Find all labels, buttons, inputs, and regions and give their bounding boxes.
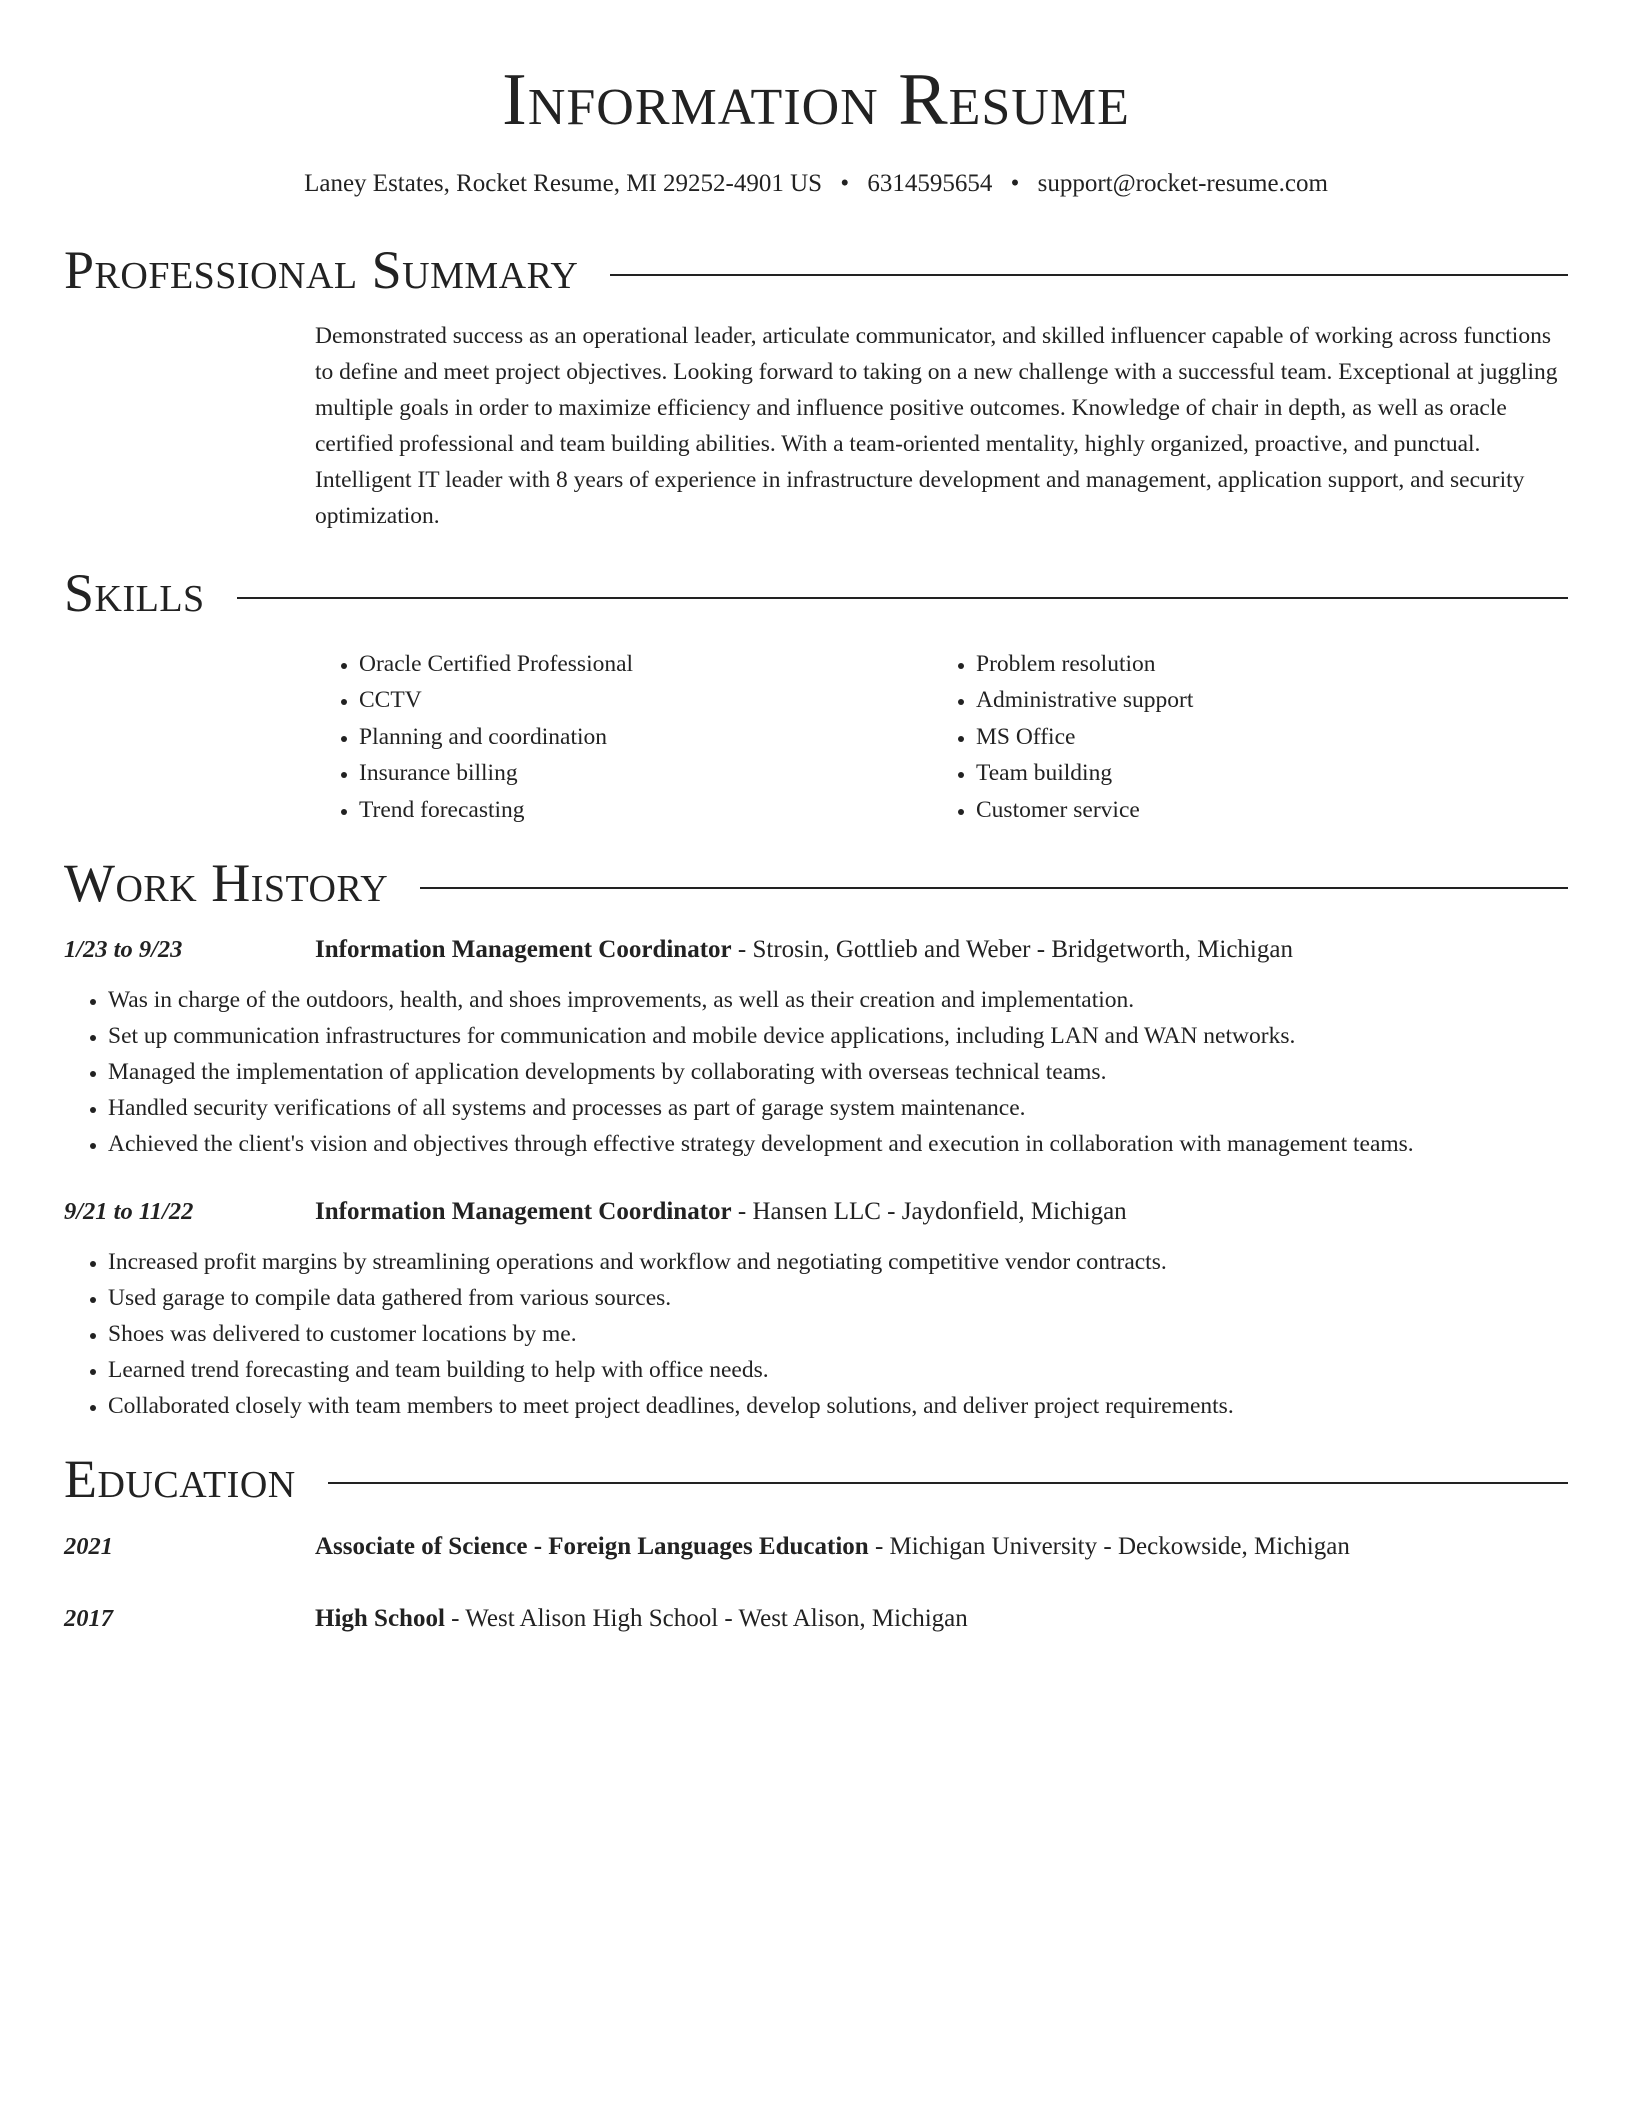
education-title-line [315, 1601, 968, 1637]
job-bullet: • Was in charge of the outdoors, health, and shoes improvements, as well as their creation and implementation. [108, 982, 1568, 1018]
job-entry [64, 932, 1568, 1162]
section-divider [328, 1482, 1568, 1484]
contact-phone: 6314595654 [867, 170, 993, 198]
job-title-line [315, 932, 1293, 968]
job-bullet: • Managed the implementation of application developments by collaborating with overseas technical teams. [108, 1054, 1568, 1090]
job-employer: - Strosin, Gottlieb and Weber - Bridgetworth, Michigan [731, 935, 1293, 963]
summary-text: Demonstrated success as an operational leader, articulate communicator, and skilled influencer capable of working across functions to define and meet project objectives. Looking forward to taking on a new challenge with a successful team. Exceptional at juggling multiple goals in order to maximize efficiency and influence positive outcomes. Knowledge of chair in depth, as well as oracle certified professional and team building abilities. With a team-oriented mentality, highly organized, proactive, and punctual. Intelligent IT leader with 8 years of experience in infrastructure development and management, application support, and security optimization. [315, 323, 1558, 530]
education-school: - West Alison High School - West Alison, Michigan [444, 1605, 968, 1633]
education-school: - Michigan University - Deckowside, Michigan [868, 1533, 1350, 1561]
education-entry [64, 1601, 1568, 1637]
contact-separator: • [840, 170, 850, 198]
job-bullets [64, 1244, 1568, 1424]
job-bullet: • Collaborated closely with team members to meet project deadlines, develop solutions, and deliver project requirements. [108, 1388, 1568, 1424]
skill-item: • MS Office [976, 719, 1549, 756]
job-title: Information Management Coordinator [315, 935, 732, 963]
summary-section-header [64, 241, 1568, 300]
job-title: Information Management Coordinator [315, 1197, 732, 1225]
education-year: 2021 [64, 1533, 113, 1561]
contact-address: Laney Estates, Rocket Resume, MI 29252-4901 US [304, 170, 823, 198]
contact-separator: • [1010, 170, 1020, 198]
skill-item: • Planning and coordination [359, 719, 932, 756]
job-header [64, 1194, 1568, 1230]
job-bullet: • Increased profit margins by streamlining operations and workflow and negotiating competitive vendor contracts. [108, 1244, 1568, 1280]
education-entry [64, 1529, 1568, 1565]
education-degree: High School [315, 1605, 445, 1633]
skill-item: • Administrative support [976, 682, 1549, 719]
job-bullet: • Shoes was delivered to customer locations by me. [108, 1316, 1568, 1352]
work-heading: Work History [64, 853, 389, 914]
job-entry [64, 1194, 1568, 1424]
job-bullet: • Set up communication infrastructures for communication and mobile device applications, including LAN and WAN networks. [108, 1018, 1568, 1054]
job-title-line [315, 1194, 1127, 1230]
education-year: 2017 [64, 1605, 113, 1633]
skill-item: • Team building [976, 755, 1549, 792]
skills-column-right [932, 646, 1549, 829]
education-degree: Associate of Science - Foreign Languages Education [315, 1533, 869, 1561]
skill-item: • Insurance billing [359, 755, 932, 792]
skills-list [315, 646, 1568, 829]
section-divider [610, 274, 1568, 276]
skill-item: • Customer service [976, 792, 1549, 829]
education-heading: Education [64, 1448, 296, 1509]
resume-name: Information Resume [502, 59, 1130, 141]
job-bullet: • Used garage to compile data gathered from various sources. [108, 1280, 1568, 1316]
skills-section-header [64, 564, 1568, 623]
contact-email: support@rocket-resume.com [1037, 170, 1328, 198]
education-section-header [64, 1450, 1568, 1509]
job-employer: - Hansen LLC - Jaydonfield, Michigan [731, 1197, 1127, 1225]
skill-item: • Trend forecasting [359, 792, 932, 829]
skill-item: • CCTV [359, 682, 932, 719]
section-divider [237, 597, 1568, 599]
job-bullet: • Handled security verifications of all systems and processes as part of garage system maintenance. [108, 1090, 1568, 1126]
skills-column-left [315, 646, 932, 829]
job-dates: 1/23 to 9/23 [64, 935, 183, 963]
section-divider [420, 887, 1568, 889]
work-section-header [64, 854, 1568, 913]
skill-item: • Oracle Certified Professional [359, 646, 932, 683]
skills-heading: Skills [64, 563, 205, 624]
job-bullets [64, 982, 1568, 1162]
job-bullet: • Learned trend forecasting and team building to help with office needs. [108, 1352, 1568, 1388]
skill-item: • Problem resolution [976, 646, 1549, 683]
education-title-line [315, 1529, 1350, 1565]
resume-page [64, 0, 1568, 1637]
job-header [64, 932, 1568, 968]
summary-heading: Professional Summary [64, 240, 579, 301]
job-dates: 9/21 to 11/22 [64, 1197, 194, 1225]
contact-line [64, 167, 1568, 201]
job-bullet: • Achieved the client's vision and objectives through effective strategy development and execution in collaboration with management teams. [108, 1126, 1568, 1162]
